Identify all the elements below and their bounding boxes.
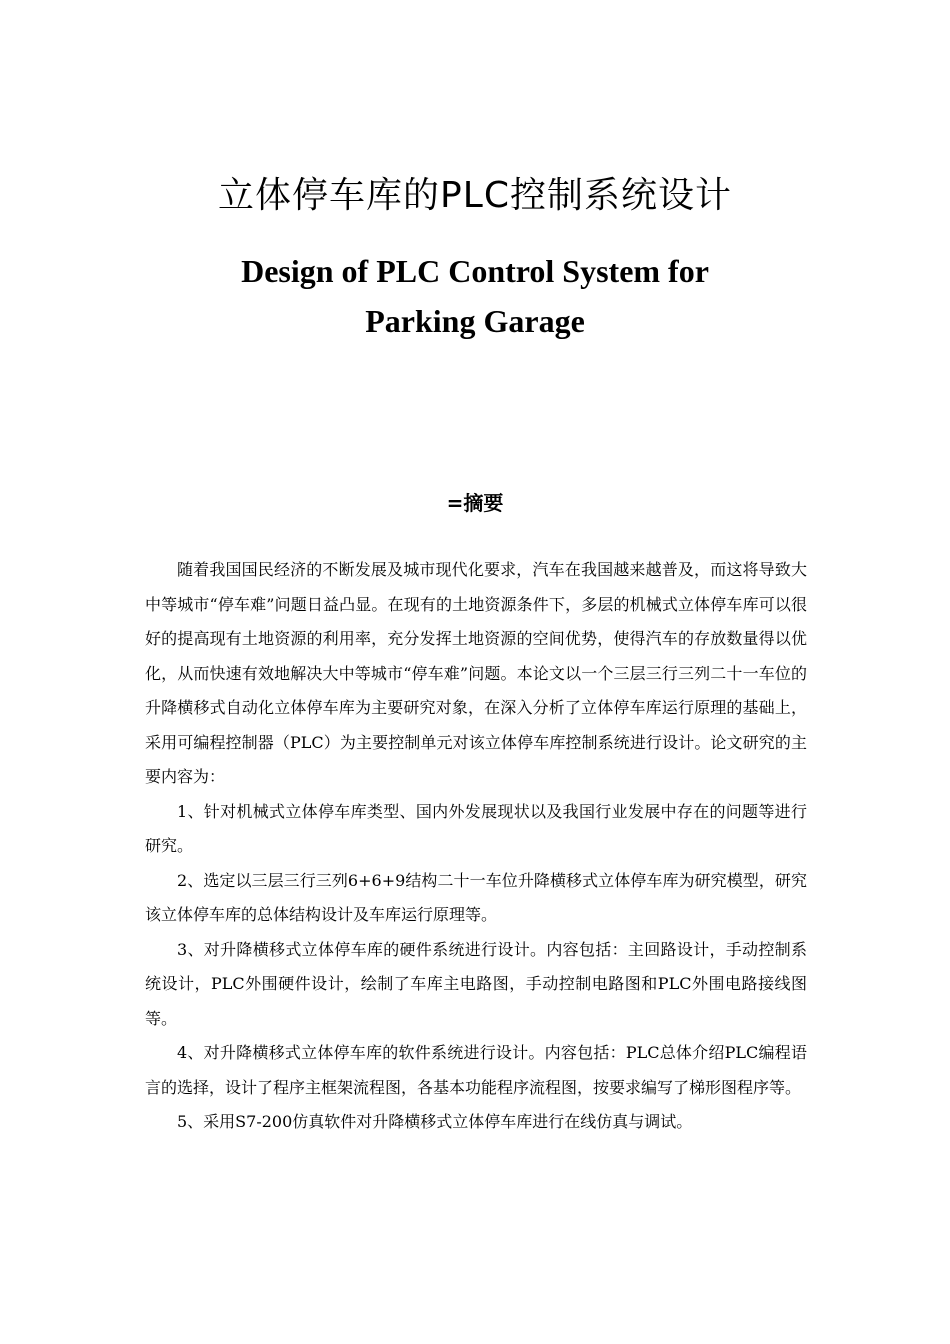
abstract-heading: =摘要	[446, 491, 504, 515]
english-title-line-2: Parking Garage	[365, 303, 585, 339]
abstract-paragraph-item-5: 5、采用S7-200仿真软件对升降横移式立体停车库进行在线仿真与调试。	[177, 1112, 693, 1131]
abstract-paragraph-item-2: 2、选定以三层三行三列6+6+9结构二十一车位升降横移式立体停车库为研究模型，研究该立体停车库的总体结构设计及车库运行原理等。	[145, 870, 807, 924]
english-title-line-1: Design of PLC Control System for	[241, 253, 709, 289]
abstract-paragraph-item-4: 4、对升降横移式立体停车库的软件系统进行设计。内容包括：PLC总体介绍PLC编程语言的选择，设计了程序主框架流程图，各基本功能程序流程图，按要求编写了梯形图程序等。	[145, 1043, 807, 1097]
abstract-paragraph-item-1: 1、针对机械式立体停车库类型、国内外发展现状以及我国行业发展中存在的问题等进行研究。	[145, 801, 807, 855]
english-title	[0, 246, 950, 346]
abstract-paragraph-item-3: 3、对升降横移式立体停车库的硬件系统进行设计。内容包括：主回路设计，手动控制系统设计，PLC外围硬件设计，绘制了车库主电路图，手动控制电路图和PLC外围电路接线图等。	[145, 939, 807, 1028]
abstract-body	[145, 553, 807, 1140]
chinese-title: 立体停车库的PLC控制系统设计	[218, 175, 732, 216]
abstract-paragraph-intro: 随着我国国民经济的不断发展及城市现代化要求，汽车在我国越来越普及，而这将导致大中等城市“停车难”问题日益凸显。在现有的土地资源条件下，多层的机械式立体停车库可以很好的提高现有土地资源的利用率，充分发挥土地资源的空间优势，使得汽车的存放数量得以优化，从而快速有效地解决大中等城市“停车难”问题。本论文以一个三层三行三列二十一车位的升降横移式自动化立体停车库为主要研究对象，在深入分析了立体停车库运行原理的基础上，采用可编程控制器（PLC）为主要控制单元对该立体停车库控制系统进行设计。论文研究的主要内容为：	[145, 560, 807, 786]
